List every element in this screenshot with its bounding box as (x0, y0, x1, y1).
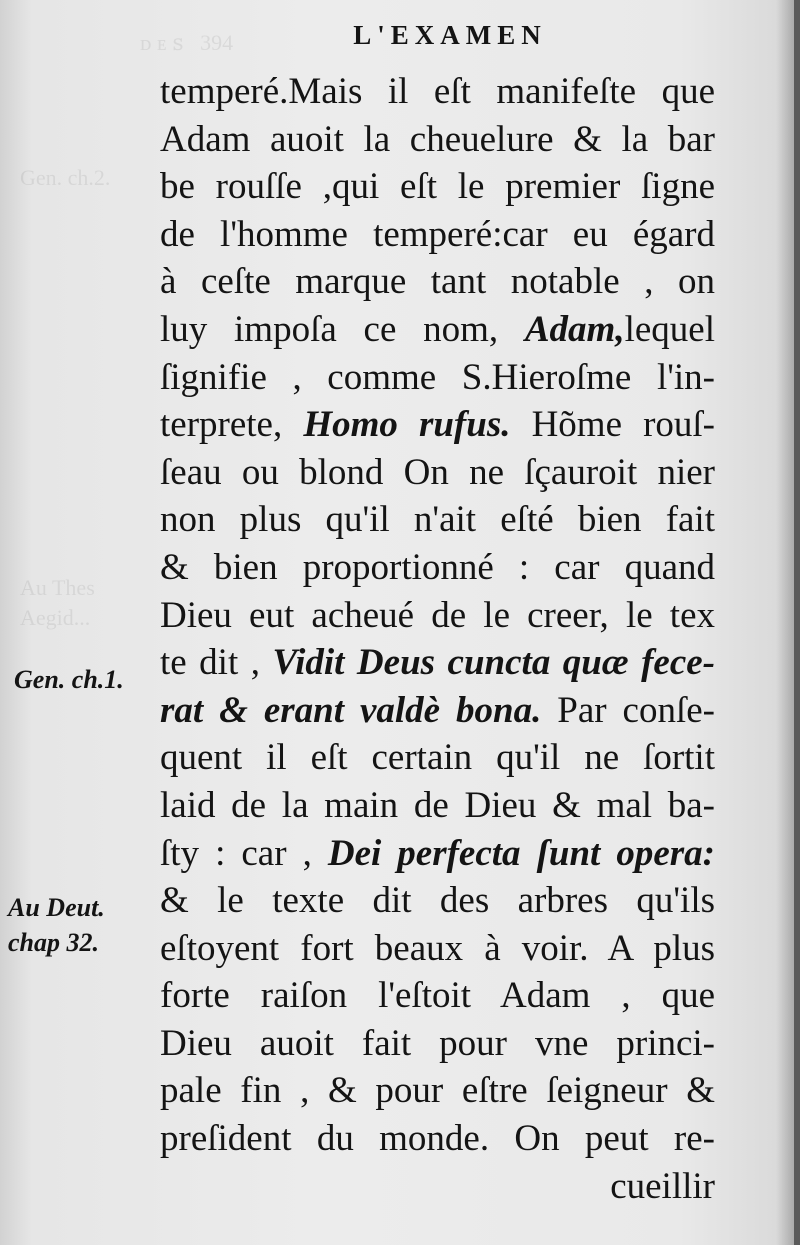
italic-latin-quote: rat & erant valdè bona. (160, 689, 542, 731)
text-line: ſignifie , comme S.Hieroſme l'in- (160, 356, 715, 398)
italic-latin-phrase: Homo rufus. (303, 404, 511, 446)
text-segment: Par conſe- (541, 689, 715, 731)
text-line: à ceſte marque tant notable , on (160, 261, 715, 303)
text-line: Adam auoit la cheuelure & la bar (160, 118, 715, 160)
catchword: cueillir (610, 1165, 715, 1207)
text-line: non plus qu'il n'ait eſté bien fait (160, 499, 715, 541)
text-line: & le texte dit des arbres qu'ils (160, 880, 715, 922)
text-segment: terprete, (160, 404, 304, 446)
text-segment: ſty : car , (160, 832, 328, 874)
text-line: pale fin , & pour eſtre ſeigneur & (160, 1070, 715, 1112)
bleed-through-text: Aegid... (20, 605, 91, 630)
margin-note-gen: Gen. ch.1. (14, 665, 124, 694)
text-line: eſtoyent fort beaux à voir. A plus (160, 927, 715, 969)
bleed-through-text: Au Thes (20, 575, 95, 600)
text-segment: luy impoſa ce nom, (160, 308, 525, 350)
body-text (160, 68, 715, 1210)
text-segment: lequel (624, 308, 715, 350)
bleed-through-text: ᴅ ᴇ ꜱ 394 (140, 30, 234, 55)
text-line: laid de la main de Dieu & mal ba- (160, 784, 715, 826)
text-line: forte raiſon l'eſtoit Adam , que (160, 975, 715, 1017)
margin-note-chap: chap 32. (8, 928, 99, 957)
bleed-through-text: Gen. ch.2. (20, 165, 111, 190)
text-line-with-italic (160, 306, 715, 354)
italic-latin-quote: Vidit Deus cuncta quæ fece- (272, 642, 715, 684)
text-line: & bien proportionné : car quand (160, 546, 715, 588)
text-segment: Hõme rouſ- (510, 404, 715, 446)
italic-name-adam: Adam, (524, 308, 625, 350)
text-line: be rouſſe ,qui eſt le premier ſigne (160, 166, 715, 208)
running-header: L'EXAMEN (353, 20, 547, 50)
text-segment: te dit , (160, 642, 273, 684)
text-line-with-italic (160, 830, 715, 878)
text-line-with-italic (160, 401, 715, 449)
text-line: Dieu eut acheué de le creer, le tex (160, 594, 715, 636)
margin-note-deut: Au Deut. (8, 893, 105, 922)
text-line: quent il eſt certain qu'il ne ſortit (160, 737, 715, 779)
italic-latin-quote: Dei perfecta ſunt opera: (327, 832, 715, 874)
text-line: ſeau ou blond On ne ſçauroit nier (160, 451, 715, 493)
text-line: temperé.Mais il eſt manifeſte que (160, 71, 715, 112)
text-line-with-italic (160, 687, 715, 735)
text-line: de l'homme temperé:car eu égard (160, 213, 715, 255)
text-line: preſident du monde. On peut re- (160, 1118, 715, 1160)
page-edge-shadow (794, 0, 800, 1245)
text-line-with-italic (160, 639, 715, 687)
text-line: Dieu auoit fait pour vne princi- (160, 1022, 715, 1064)
